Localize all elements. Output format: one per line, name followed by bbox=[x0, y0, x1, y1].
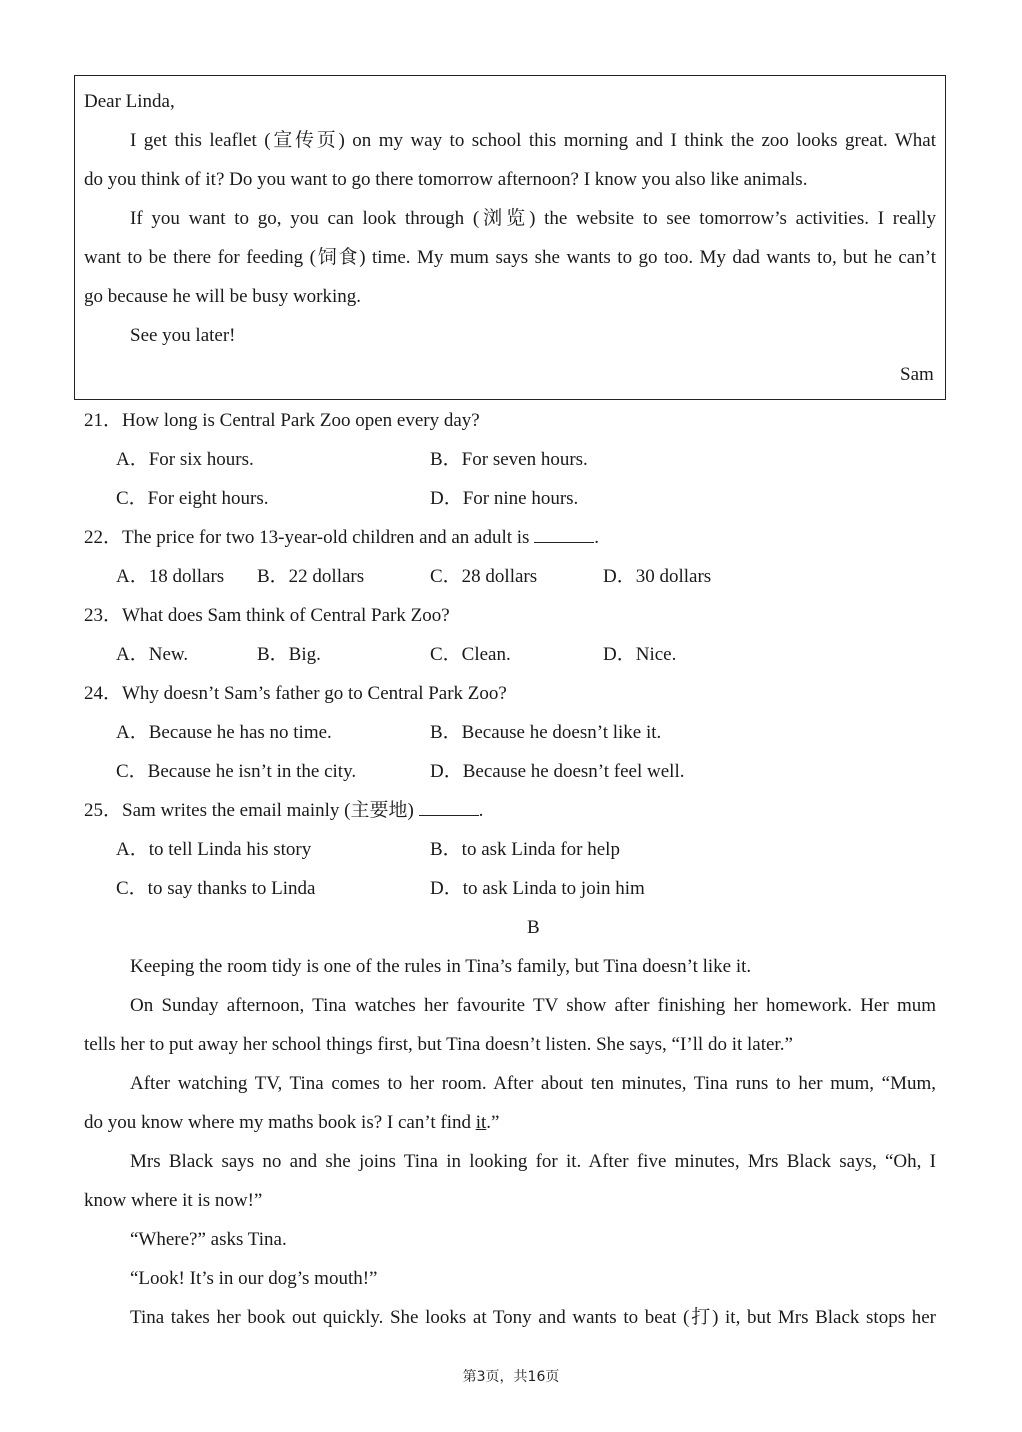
question-21-option-b: B．For seven hours. bbox=[430, 449, 588, 470]
section-b-paragraph-3-line-2: do you know where my maths book is? I can’t find it.” bbox=[84, 1112, 500, 1133]
answer-blank bbox=[419, 799, 479, 816]
letter-paragraph-1-line-1: I get this leaflet (宣传页) on my way to school this morning and I think the zoo looks great. What bbox=[130, 130, 936, 151]
question-23-stem: 23．What does Sam think of Central Park Zoo? bbox=[84, 605, 450, 626]
letter-paragraph-2-line-1: If you want to go, you can look through (浏览) the website to see tomorrow’s activities. I really bbox=[130, 208, 936, 229]
question-23-option-b: B．Big. bbox=[257, 644, 321, 665]
question-23-option-a: A．New. bbox=[116, 644, 189, 665]
section-b-paragraph-6: “Look! It’s in our dog’s mouth!” bbox=[130, 1268, 378, 1289]
question-21-option-a: A．For six hours. bbox=[116, 449, 254, 470]
letter-paragraph-2-line-3: go because he will be busy working. bbox=[84, 286, 362, 307]
section-b-paragraph-2-line-2: tells her to put away her school things first, but Tina doesn’t listen. She says, “I’ll do it later.” bbox=[84, 1034, 793, 1055]
letter-paragraph-1-line-2: do you think of it? Do you want to go there tomorrow afternoon? I know you also like animals. bbox=[84, 169, 808, 190]
page-number: 第3页，共16页 bbox=[462, 1369, 560, 1385]
section-b-paragraph-3-line-1: After watching TV, Tina comes to her room. After about ten minutes, Tina runs to her mum, “Mum, bbox=[130, 1073, 936, 1094]
underlined-word: it bbox=[475, 1112, 487, 1133]
section-b-paragraph-1: Keeping the room tidy is one of the rules in Tina’s family, but Tina doesn’t like it. bbox=[130, 956, 752, 977]
question-24-option-d: D．Because he doesn’t feel well. bbox=[430, 761, 685, 782]
question-25-option-c: C．to say thanks to Linda bbox=[116, 878, 316, 899]
question-21-stem: 21．How long is Central Park Zoo open every day? bbox=[84, 410, 480, 431]
question-21-option-d: D．For nine hours. bbox=[430, 488, 579, 509]
question-25-option-d: D．to ask Linda to join him bbox=[430, 878, 645, 899]
letter-greeting: Dear Linda, bbox=[84, 91, 175, 112]
letter-signature: Sam bbox=[900, 364, 934, 385]
section-b-paragraph-7-line-1: Tina takes her book out quickly. She looks at Tony and wants to beat (打) it, but Mrs Black stops her bbox=[130, 1307, 936, 1328]
question-21-option-c: C．For eight hours. bbox=[116, 488, 269, 509]
question-22-stem: 22．The price for two 13-year-old children and an adult is . bbox=[84, 527, 599, 548]
letter-closing: See you later! bbox=[130, 325, 236, 346]
question-25-option-b: B．to ask Linda for help bbox=[430, 839, 620, 860]
question-24-stem: 24．Why doesn’t Sam’s father go to Central Park Zoo? bbox=[84, 683, 507, 704]
question-23-option-d: D．Nice. bbox=[603, 644, 677, 665]
question-22-option-b: B．22 dollars bbox=[257, 566, 365, 587]
answer-blank bbox=[534, 526, 594, 543]
question-22-option-d: D．30 dollars bbox=[603, 566, 712, 587]
question-23-option-c: C．Clean. bbox=[430, 644, 511, 665]
question-24-option-c: C．Because he isn’t in the city. bbox=[116, 761, 357, 782]
question-24-option-b: B．Because he doesn’t like it. bbox=[430, 722, 662, 743]
section-b-heading: B bbox=[527, 917, 540, 938]
section-b-paragraph-2-line-1: On Sunday afternoon, Tina watches her favourite TV show after finishing her homework. Her mum bbox=[130, 995, 936, 1016]
question-22-option-c: C．28 dollars bbox=[430, 566, 538, 587]
question-24-option-a: A．Because he has no time. bbox=[116, 722, 332, 743]
section-b-paragraph-5: “Where?” asks Tina. bbox=[130, 1229, 287, 1250]
letter-box bbox=[74, 75, 946, 400]
question-25-stem: 25．Sam writes the email mainly (主要地) . bbox=[84, 800, 484, 821]
letter-paragraph-2-line-2: want to be there for feeding (饲食) time. My mum says she wants to go too. My dad wants to, but he can’t bbox=[84, 247, 936, 268]
question-25-option-a: A．to tell Linda his story bbox=[116, 839, 312, 860]
section-b-paragraph-4-line-2: know where it is now!” bbox=[84, 1190, 263, 1211]
question-22-option-a: A．18 dollars bbox=[116, 566, 225, 587]
section-b-paragraph-4-line-1: Mrs Black says no and she joins Tina in looking for it. After five minutes, Mrs Black says, “Oh, I bbox=[130, 1151, 936, 1172]
